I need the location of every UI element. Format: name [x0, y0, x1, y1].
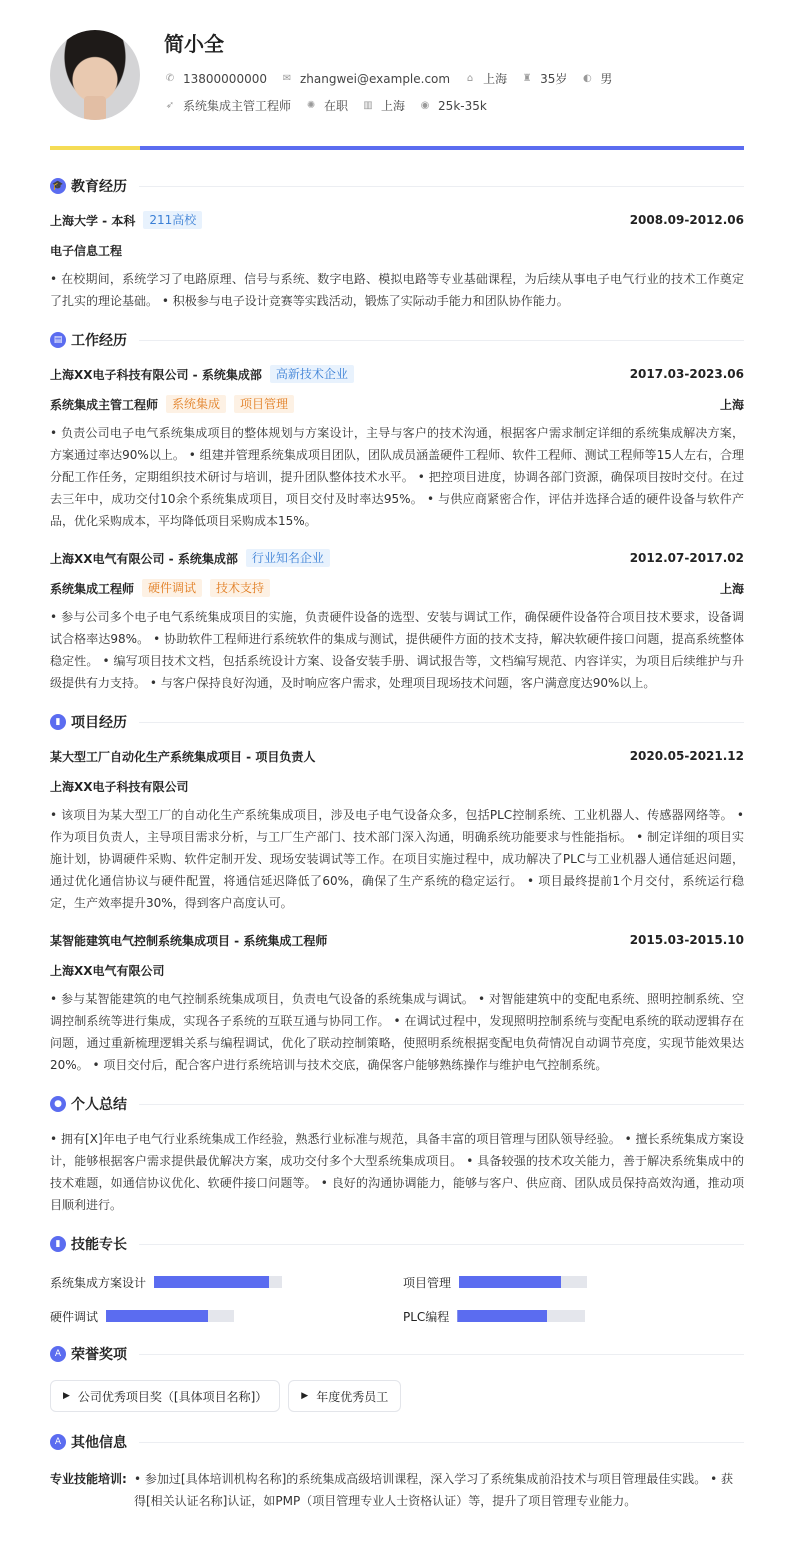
- info-icon: A: [50, 1434, 66, 1450]
- age-icon: ♜: [522, 72, 532, 84]
- work-location: 上海: [719, 581, 744, 596]
- contact-age: ♜ 35岁: [522, 72, 568, 86]
- role: 系统集成工程师: [50, 581, 135, 596]
- section-summary: ● 个人总结: [50, 1092, 744, 1116]
- project-desc: • 参与某智能建筑的电气控制系统集成项目，负责电气设备的系统集成与调试。 • 对智能建筑中的变配电系统、照明控制系统、空调控制系统等进行集成，实现各子系统的互联互通与协同工作。 • 在调试过程中，发现照明控制系统与变配电系统的联动逻辑存在问题，通过重新梳理逻辑关系与编程调试，优化了联动控制策略，使照明系统根据变配电负荷情况自动调节亮度，实现节能效果达20%。 • 项目交付后，配合客户进行系统培训与技术交底，确保客户能够熟练操作与维护电气控制系统。: [50, 992, 744, 1072]
- avatar: [50, 30, 140, 120]
- role-tag: 硬件调试: [142, 579, 202, 597]
- skill-item: 硬件调试: [50, 1306, 403, 1326]
- company-tag: 高新技术企业: [270, 365, 354, 383]
- send-icon: ➶: [165, 99, 175, 111]
- project-company: 上海XX电气有限公司: [50, 963, 165, 978]
- major: 电子信息工程: [50, 243, 123, 258]
- awards-list: [50, 1380, 744, 1412]
- school-name: 上海大学 - 本科: [50, 213, 136, 228]
- award-item: ▶ 公司优秀项目奖（[具体项目名称]）: [50, 1380, 280, 1412]
- candidate-name: 简小全: [164, 32, 224, 56]
- job-salary: ◉ 25k-35k: [420, 98, 487, 113]
- role-tag: 系统集成: [166, 395, 226, 413]
- section-education: 🎓 教育经历: [50, 174, 744, 198]
- building-icon: ▥: [363, 99, 373, 111]
- award-item: ▶ 年度优秀员工: [288, 1380, 401, 1412]
- company-tag: 行业知名企业: [246, 549, 330, 567]
- bar-chart-icon: ▮: [50, 714, 66, 730]
- job-city: ▥ 上海: [363, 99, 406, 113]
- work-date: 2017.03-2023.06: [629, 367, 744, 381]
- role-tag: 项目管理: [234, 395, 294, 413]
- work-desc: • 负责公司电子电气系统集成项目的整体规划与方案设计，主导与客户的技术沟通，根据客户需求制定详细的系统集成解决方案，方案通过率达90%以上。 • 组建并管理系统集成项目团队，团队成员涵盖硬件工程师、软件工程师、测试工程师等15人左右，合理分配工作任务，定期组织技术研讨与培训，提升团队整体技术水平。 • 把控项目进度，协调各部门资源，确保项目按时交付。在过去三年中，成功交付10余个系统集成项目，项目交付及时率达95%。 • 与供应商紧密合作，评估并选择合适的硬件设备与软件产品，优化采购成本，平均降低项目采购成本15%。: [50, 426, 744, 528]
- other-desc: • 参加过[具体培训机构名称]的系统集成高级培训课程，深入学习了系统集成前沿技术与项目管理最佳实践。 • 获得[相关认证名称]认证，如PMP（项目管理专业人士资格认证）等，提升了项目管理专业能力。: [134, 1472, 733, 1508]
- bar-chart-icon: ▮: [50, 1236, 66, 1252]
- work-desc: • 参与公司多个电子电气系统集成项目的实施，负责硬件设备的选型、安装与调试工作，确保硬件设备符合项目技术要求，设备调试合格率达98%。 • 协助软件工程师进行系统软件的集成与测试，提供硬件方面的技术支持，解决软硬件接口问题，提高系统整体稳定性。 • 编写项目技术文档，包括系统设计方案、设备安装手册、调试报告等，文档编写规范、内容详实，为项目后续维护与升级提供有力支持。 • 与客户保持良好沟通，及时响应客户需求，处理项目现场技术问题，客户满意度达90%以上。: [50, 610, 744, 690]
- work-item: [50, 364, 744, 532]
- contact-city: ⌂ 上海: [464, 70, 507, 87]
- user-icon: ●: [50, 1096, 66, 1112]
- skills-grid: [50, 1272, 744, 1326]
- briefcase-icon: ▤: [50, 332, 66, 348]
- award-icon: A: [50, 1346, 66, 1362]
- job-title: ➶ 系统集成主管工程师: [165, 99, 292, 113]
- project-name: 某大型工厂自动化生产系统集成项目 - 项目负责人: [50, 749, 316, 764]
- project-company: 上海XX电子科技有限公司: [50, 779, 189, 794]
- header-divider: [50, 146, 744, 150]
- job-status: ✺ 在职: [306, 99, 349, 113]
- mail-icon: ✉: [282, 72, 292, 84]
- work-item: [50, 548, 744, 694]
- graduation-cap-icon: 🎓: [50, 178, 66, 194]
- skill-item: PLC编程: [403, 1306, 744, 1326]
- project-desc: • 该项目为某大型工厂的自动化生产系统集成项目，涉及电子电气设备众多，包括PLC控制系统、工业机器人、传感器网络等。 • 作为项目负责人，主导项目需求分析，与工厂生产部门、技术部门深入沟通，明确系统功能要求与性能指标。 • 制定详细的项目实施计划，协调硬件采购、软件定制开发、现场安装调试等工作。在项目实施过程中，成功解决了PLC与工业机器人通信延迟问题，通过优化通信协议与硬件配置，将通信延迟降低了60%，确保了生产系统的稳定运行。 • 项目最终提前1个月交付，系统运行稳定，生产效率提升30%，得到客户高度认可。: [50, 808, 744, 910]
- work-date: 2012.07-2017.02: [629, 551, 744, 565]
- company-name: 上海XX电气有限公司 - 系统集成部: [50, 551, 238, 566]
- gender-icon: ◐: [583, 72, 592, 84]
- triangle-right-icon: ▶: [63, 1391, 70, 1401]
- contact-row: [164, 70, 626, 87]
- section-projects: ▮ 项目经历: [50, 710, 744, 734]
- school-tag: 211高校: [143, 211, 202, 229]
- home-icon: ⌂: [466, 72, 474, 84]
- role: 系统集成主管工程师: [50, 397, 159, 412]
- resume-header: [50, 0, 744, 146]
- skill-bar: [457, 1310, 585, 1322]
- project-item: [50, 746, 744, 914]
- company-name: 上海XX电子科技有限公司 - 系统集成部: [50, 367, 262, 382]
- skill-bar: [154, 1276, 282, 1288]
- edu-desc: • 在校期间，系统学习了电路原理、信号与系统、数字电路、模拟电路等专业基础课程，为后续从事电子电气行业的技术工作奠定了扎实的理论基础。 • 积极参与电子设计竞赛等实践活动，锻炼了实际动手能力和团队协作能力。: [50, 272, 744, 308]
- project-date: 2020.05-2021.12: [629, 749, 744, 763]
- project-date: 2015.03-2015.10: [629, 933, 744, 947]
- contact-email: ✉ zhangwei@example.com: [282, 71, 451, 86]
- role-tag: 技术支持: [210, 579, 270, 597]
- work-location: 上海: [719, 397, 744, 412]
- skill-bar: [459, 1276, 587, 1288]
- contact-phone: ✆ 13800000000: [165, 71, 267, 86]
- skill-item: 项目管理: [403, 1272, 744, 1292]
- education-item: [50, 210, 744, 312]
- job-intent-row: [164, 97, 501, 114]
- project-item: [50, 930, 744, 1076]
- status-icon: ✺: [306, 99, 316, 111]
- project-name: 某智能建筑电气控制系统集成项目 - 系统集成工程师: [50, 933, 328, 948]
- section-skills: ▮ 技能专长: [50, 1232, 744, 1256]
- section-work: ▤ 工作经历: [50, 328, 744, 352]
- skill-item: 系统集成方案设计: [50, 1272, 403, 1292]
- summary-desc: • 拥有[X]年电子电气行业系统集成工作经验，熟悉行业标准与规范，具备丰富的项目管理与团队领导经验。 • 擅长系统集成方案设计，能够根据客户需求提供最优解决方案，成功交付多个大型系统集成项目。 • 具备较强的技术攻关能力，善于解决系统集成中的技术难题，如通信协议优化、软硬件接口问题等。 • 良好的沟通协调能力，能够与客户、供应商、团队成员保持高效沟通，推动项目顺利进行。: [50, 1132, 744, 1212]
- section-other: A 其他信息: [50, 1430, 744, 1454]
- salary-icon: ◉: [420, 99, 430, 111]
- skill-bar: [106, 1310, 234, 1322]
- phone-icon: ✆: [165, 72, 175, 84]
- contact-gender: ◐ 男: [583, 72, 613, 86]
- section-awards: A 荣誉奖项: [50, 1342, 744, 1366]
- other-label: 专业技能培训:: [50, 1472, 127, 1486]
- edu-date: 2008.09-2012.06: [629, 213, 744, 227]
- triangle-right-icon: ▶: [301, 1391, 309, 1401]
- other-item: [50, 1468, 744, 1512]
